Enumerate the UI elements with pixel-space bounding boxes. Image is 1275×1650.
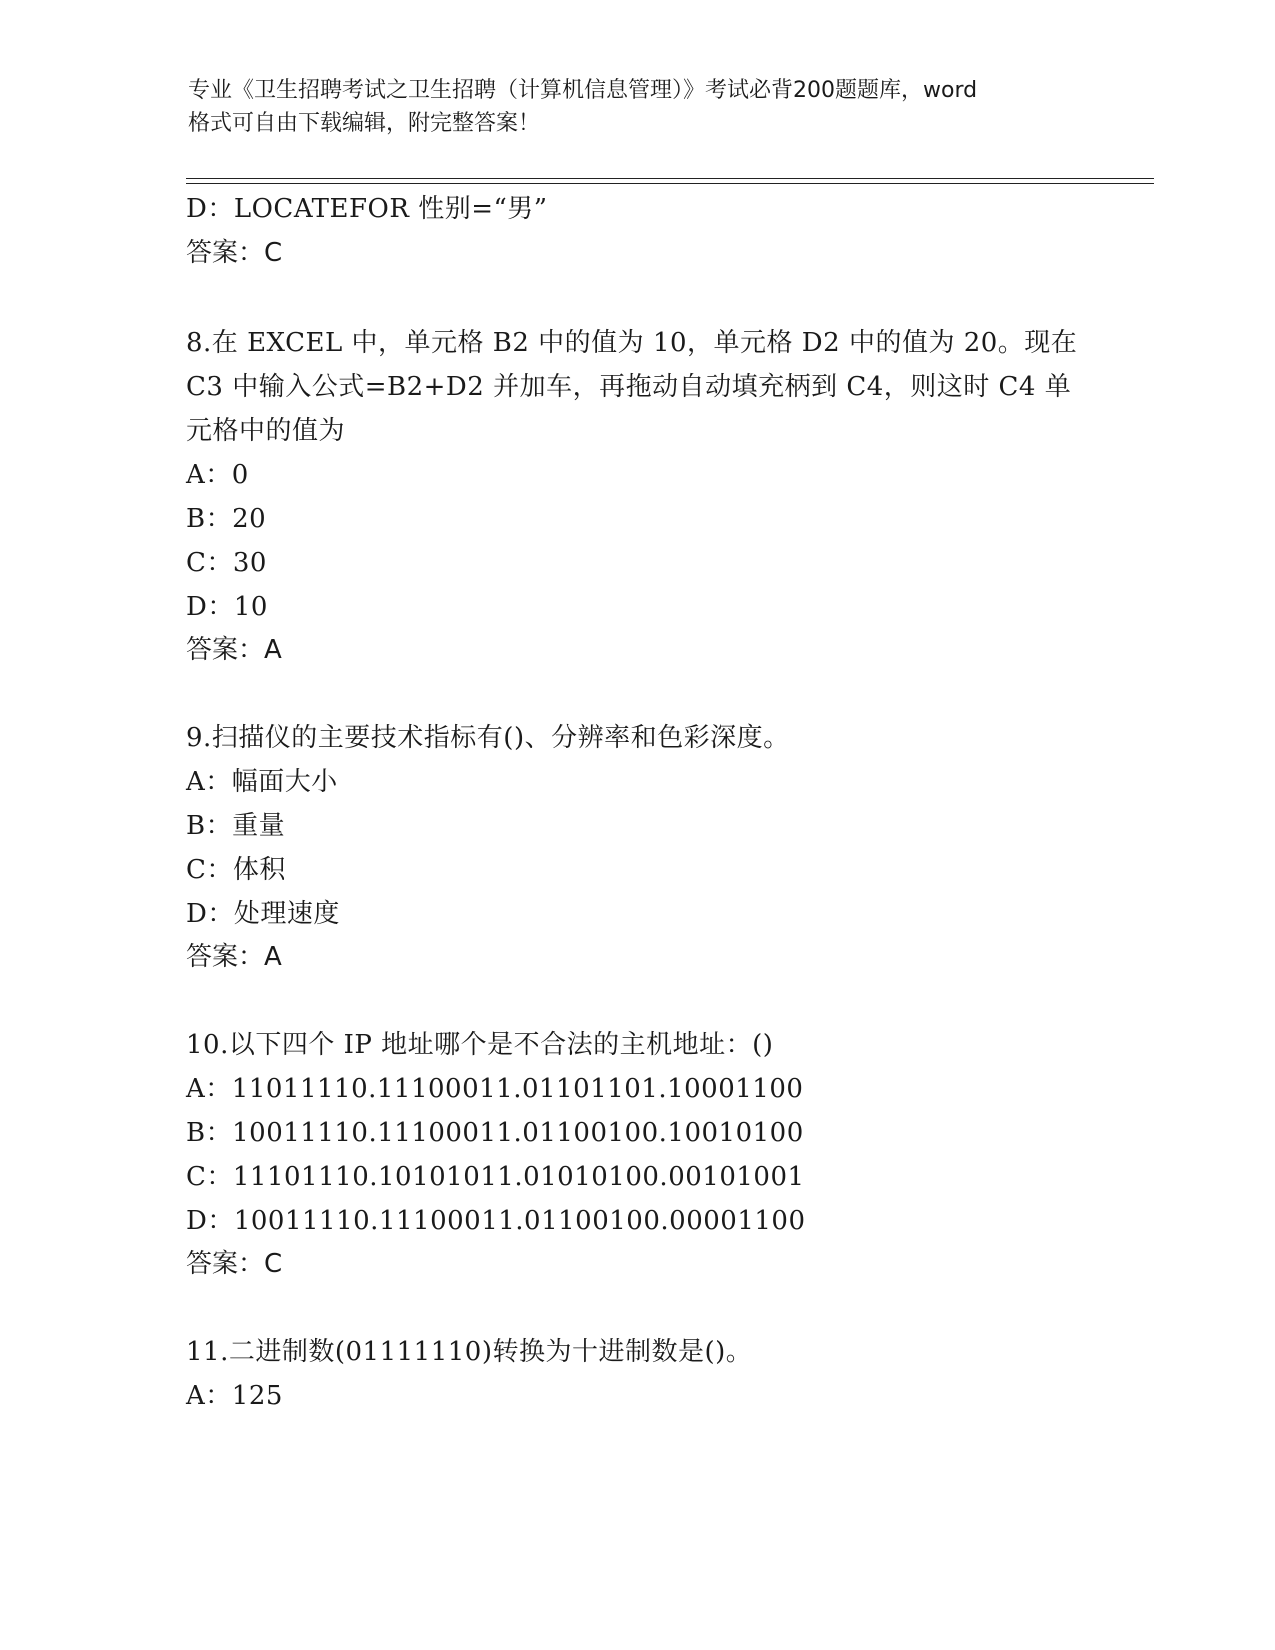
q10-answer: 答案：C — [186, 1249, 283, 1279]
header-line-1: 专业《卫生招聘考试之卫生招聘（计算机信息管理）》考试必背200题题库，word — [188, 78, 978, 103]
q10-option-a: A：11011110.11100011.01101101.10001100 — [186, 1074, 804, 1104]
header-rule-bottom — [186, 183, 1154, 184]
header-line-2: 格式可自由下载编辑，附完整答案！ — [188, 111, 541, 136]
q9-option-d: D：处理速度 — [186, 899, 340, 929]
q10-option-d: D：10011110.11100011.01100100.00001100 — [186, 1206, 806, 1236]
q8-answer: 答案：A — [186, 635, 282, 665]
document-header — [188, 74, 1088, 140]
q9-answer: 答案：A — [186, 942, 282, 972]
q9-option-a: A：幅面大小 — [186, 767, 338, 797]
q9-text-line-1: 9.扫描仪的主要技术指标有()、分辨率和色彩深度。 — [186, 723, 790, 753]
q9-option-b: B：重量 — [186, 811, 286, 841]
q8-option-d: D：10 — [186, 592, 268, 622]
q8-option-c: C：30 — [186, 548, 267, 578]
q10-option-c: C：11101110.10101011.01010100.00101001 — [186, 1162, 805, 1192]
prev-option-d: D：LOCATEFOR 性别=“男” — [186, 194, 548, 224]
q8-option-a: A：0 — [186, 460, 249, 490]
q9-option-c: C：体积 — [186, 855, 286, 885]
q11-text-line-1: 11.二进制数(01111110)转换为十进制数是()。 — [186, 1337, 753, 1367]
prev-answer: 答案：C — [186, 238, 283, 268]
header-rule-top — [186, 178, 1154, 179]
q8-text-line-2: C3 中输入公式=B2+D2 并加车，再拖动自动填充柄到 C4，则这时 C4 单 — [186, 372, 1072, 402]
q8-text-line-3: 元格中的值为 — [186, 416, 346, 446]
q10-text-line-1: 10.以下四个 IP 地址哪个是不合法的主机地址：() — [186, 1030, 774, 1060]
q11-option-a: A：125 — [186, 1381, 283, 1411]
q8-text-line-1: 8.在 EXCEL 中，单元格 B2 中的值为 10，单元格 D2 中的值为 20。现在 — [186, 328, 1078, 358]
q8-option-b: B：20 — [186, 504, 267, 534]
q10-option-b: B：10011110.11100011.01100100.10010100 — [186, 1118, 804, 1148]
